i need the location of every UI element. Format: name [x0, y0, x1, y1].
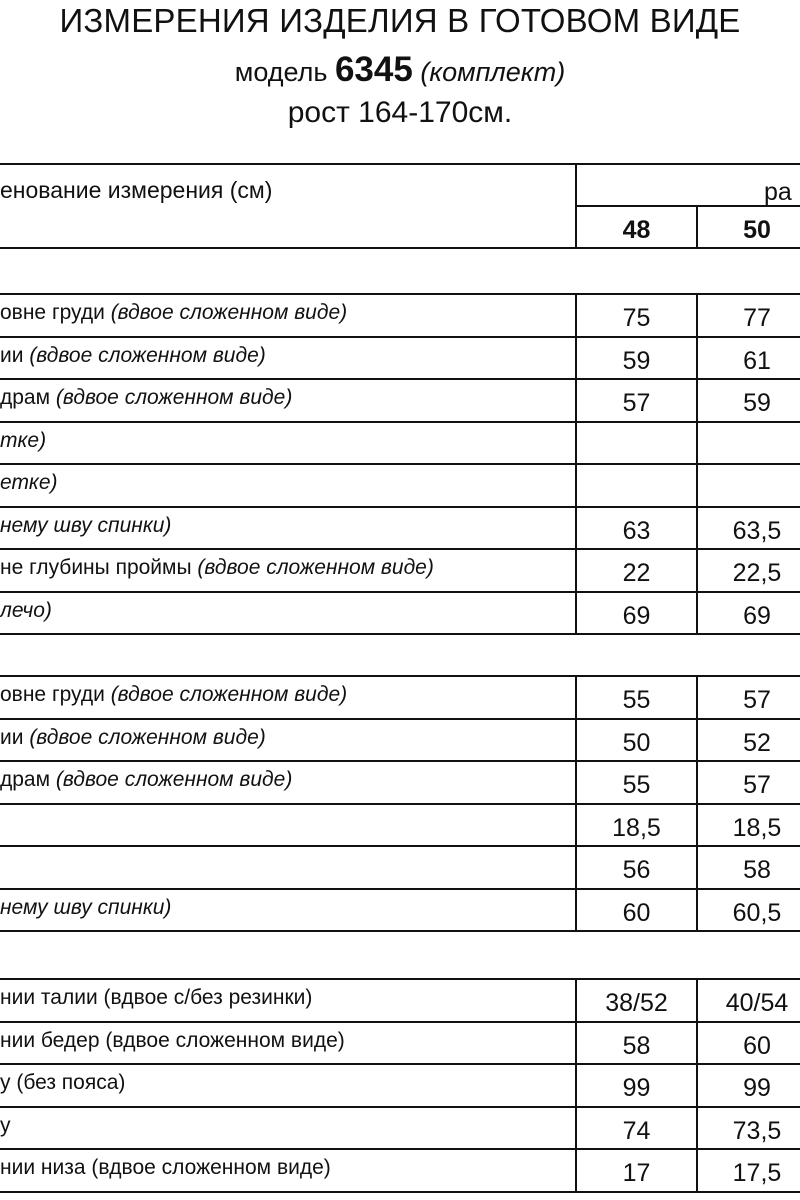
- measurement-name: ии: [0, 343, 24, 367]
- row-label: [0, 896, 171, 920]
- measurement-name: овне груди: [0, 683, 105, 706]
- measurement-name: у (без пояса): [0, 1071, 126, 1095]
- value-size-48: 50: [622, 728, 651, 757]
- value-size-48: 17: [622, 1159, 651, 1188]
- measurement-name: нии талии (вдвое с/без резинки): [0, 986, 313, 1009]
- measurement-note: (вдвое сложенном виде): [197, 556, 434, 579]
- model-prefix: модель: [234, 57, 328, 87]
- height-note: рост 164-170см.: [287, 96, 513, 129]
- row-label: [0, 726, 266, 750]
- row-border: [0, 718, 800, 720]
- row-label: [0, 301, 347, 325]
- model-suffix: (комплект): [420, 57, 566, 87]
- row-label: [0, 768, 292, 792]
- row-label: [0, 683, 347, 707]
- value-size-50: 99: [743, 1074, 771, 1103]
- value-size-50: 61: [743, 346, 771, 375]
- row-label: [0, 1114, 11, 1138]
- row-border: [0, 336, 800, 338]
- measurement-note: тке): [0, 428, 47, 452]
- row-label: [0, 1029, 345, 1053]
- value-size-48: 99: [622, 1074, 651, 1103]
- value-size-48: 38/52: [605, 989, 668, 1017]
- row-border: [0, 463, 800, 465]
- measurement-name: драм: [0, 768, 51, 791]
- row-border: [0, 1191, 800, 1193]
- row-label: [0, 429, 46, 453]
- section-border: [0, 675, 800, 677]
- value-size-50: 60: [743, 1031, 771, 1060]
- model-line: [0, 50, 800, 90]
- measurement-note: етке): [0, 471, 58, 494]
- value-size-50: 52: [743, 728, 771, 757]
- measurement-name: ии: [0, 725, 24, 749]
- measurement-note: лечо): [0, 598, 52, 622]
- row-border: [0, 888, 800, 890]
- row-label: [0, 386, 292, 410]
- value-size-48: 74: [622, 1116, 651, 1145]
- value-size-48: 75: [622, 304, 651, 332]
- row-border: [0, 421, 800, 423]
- table-top-border: [0, 163, 800, 165]
- value-size-48: 63: [622, 516, 651, 545]
- value-size-48: 57: [622, 389, 651, 417]
- row-border: [0, 760, 800, 762]
- row-border: [0, 803, 800, 805]
- value-size-48: 18,5: [612, 813, 661, 842]
- measurement-note: (вдвое сложенном виде): [110, 683, 348, 706]
- measurement-note: (вдвое сложенном виде): [110, 301, 348, 324]
- value-size-48: 60: [622, 898, 651, 927]
- row-border: [0, 930, 800, 932]
- row-border: [0, 845, 800, 847]
- row-label: [0, 1156, 331, 1180]
- value-size-50: 40/54: [725, 989, 789, 1017]
- row-border: [0, 1106, 800, 1108]
- value-size-48: 59: [622, 346, 651, 375]
- value-size-50: 57: [743, 686, 771, 714]
- row-label: [0, 599, 52, 623]
- measurement-name: овне груди: [0, 301, 105, 324]
- row-border: [0, 506, 800, 508]
- measurement-note: нему шву спинки): [0, 895, 172, 919]
- value-size-50: 59: [743, 389, 771, 417]
- row-label: [0, 471, 58, 495]
- value-size-50: 69: [743, 601, 771, 630]
- row-label: [0, 556, 434, 580]
- row-label: [0, 1071, 125, 1095]
- measurement-name: нии бедер (вдвое сложенном виде): [0, 1028, 345, 1052]
- measurement-note: (вдвое сложенном виде): [55, 768, 293, 791]
- measurement-note: (вдвое сложенном виде): [55, 386, 293, 409]
- row-border: [0, 1021, 800, 1023]
- value-size-50: 77: [743, 304, 771, 332]
- value-size-50: 18,5: [732, 813, 782, 842]
- row-label: [0, 986, 312, 1010]
- section-border: [0, 978, 800, 980]
- row-border: [0, 378, 800, 380]
- value-size-50: 63,5: [732, 516, 782, 545]
- column-header: енование измерения (см): [0, 177, 273, 203]
- value-size-48: 58: [622, 1031, 651, 1060]
- section-border: [0, 293, 800, 295]
- row-label: [0, 514, 171, 538]
- value-size-48: 69: [622, 601, 651, 630]
- size-group-header: ра: [764, 178, 792, 206]
- row-border: [0, 591, 800, 593]
- value-size-50: 17,5: [732, 1159, 782, 1188]
- measurement-note: (вдвое сложенном виде): [29, 343, 266, 367]
- measurement-name: у: [0, 1113, 11, 1137]
- column-divider: [575, 421, 577, 466]
- value-size-48: 22: [622, 559, 651, 587]
- column-divider: [696, 421, 698, 466]
- row-border: [0, 633, 800, 635]
- row-border: [0, 1148, 800, 1150]
- value-size-48: 55: [622, 686, 651, 714]
- row-label: [0, 344, 266, 368]
- column-divider: [575, 463, 577, 508]
- value-size-48: 55: [622, 771, 651, 799]
- document-title: ИЗМЕРЕНИЯ ИЗДЕЛИЯ В ГОТОВОМ ВИДЕ: [59, 2, 741, 39]
- value-size-50: 22,5: [732, 559, 782, 587]
- value-size-48: 56: [622, 856, 651, 884]
- model-number: 6345: [334, 50, 413, 89]
- row-border: [0, 1063, 800, 1065]
- measurement-note: (вдвое сложенном виде): [29, 725, 266, 749]
- value-size-50: 57: [743, 771, 771, 799]
- measurement-name: не глубины проймы: [0, 556, 192, 579]
- value-size-50: 73,5: [732, 1116, 782, 1145]
- size-50-header: 50: [743, 216, 771, 244]
- measurement-name: драм: [0, 386, 51, 409]
- size-48-header: 48: [622, 216, 651, 244]
- row-border: [0, 548, 800, 550]
- column-divider: [696, 463, 698, 508]
- value-size-50: 60,5: [732, 898, 782, 927]
- header-bottom-border: [0, 247, 800, 249]
- measurement-name: нии низа (вдвое сложенном виде): [0, 1156, 331, 1180]
- value-size-50: 58: [743, 856, 771, 884]
- measurement-note: нему шву спинки): [0, 513, 172, 537]
